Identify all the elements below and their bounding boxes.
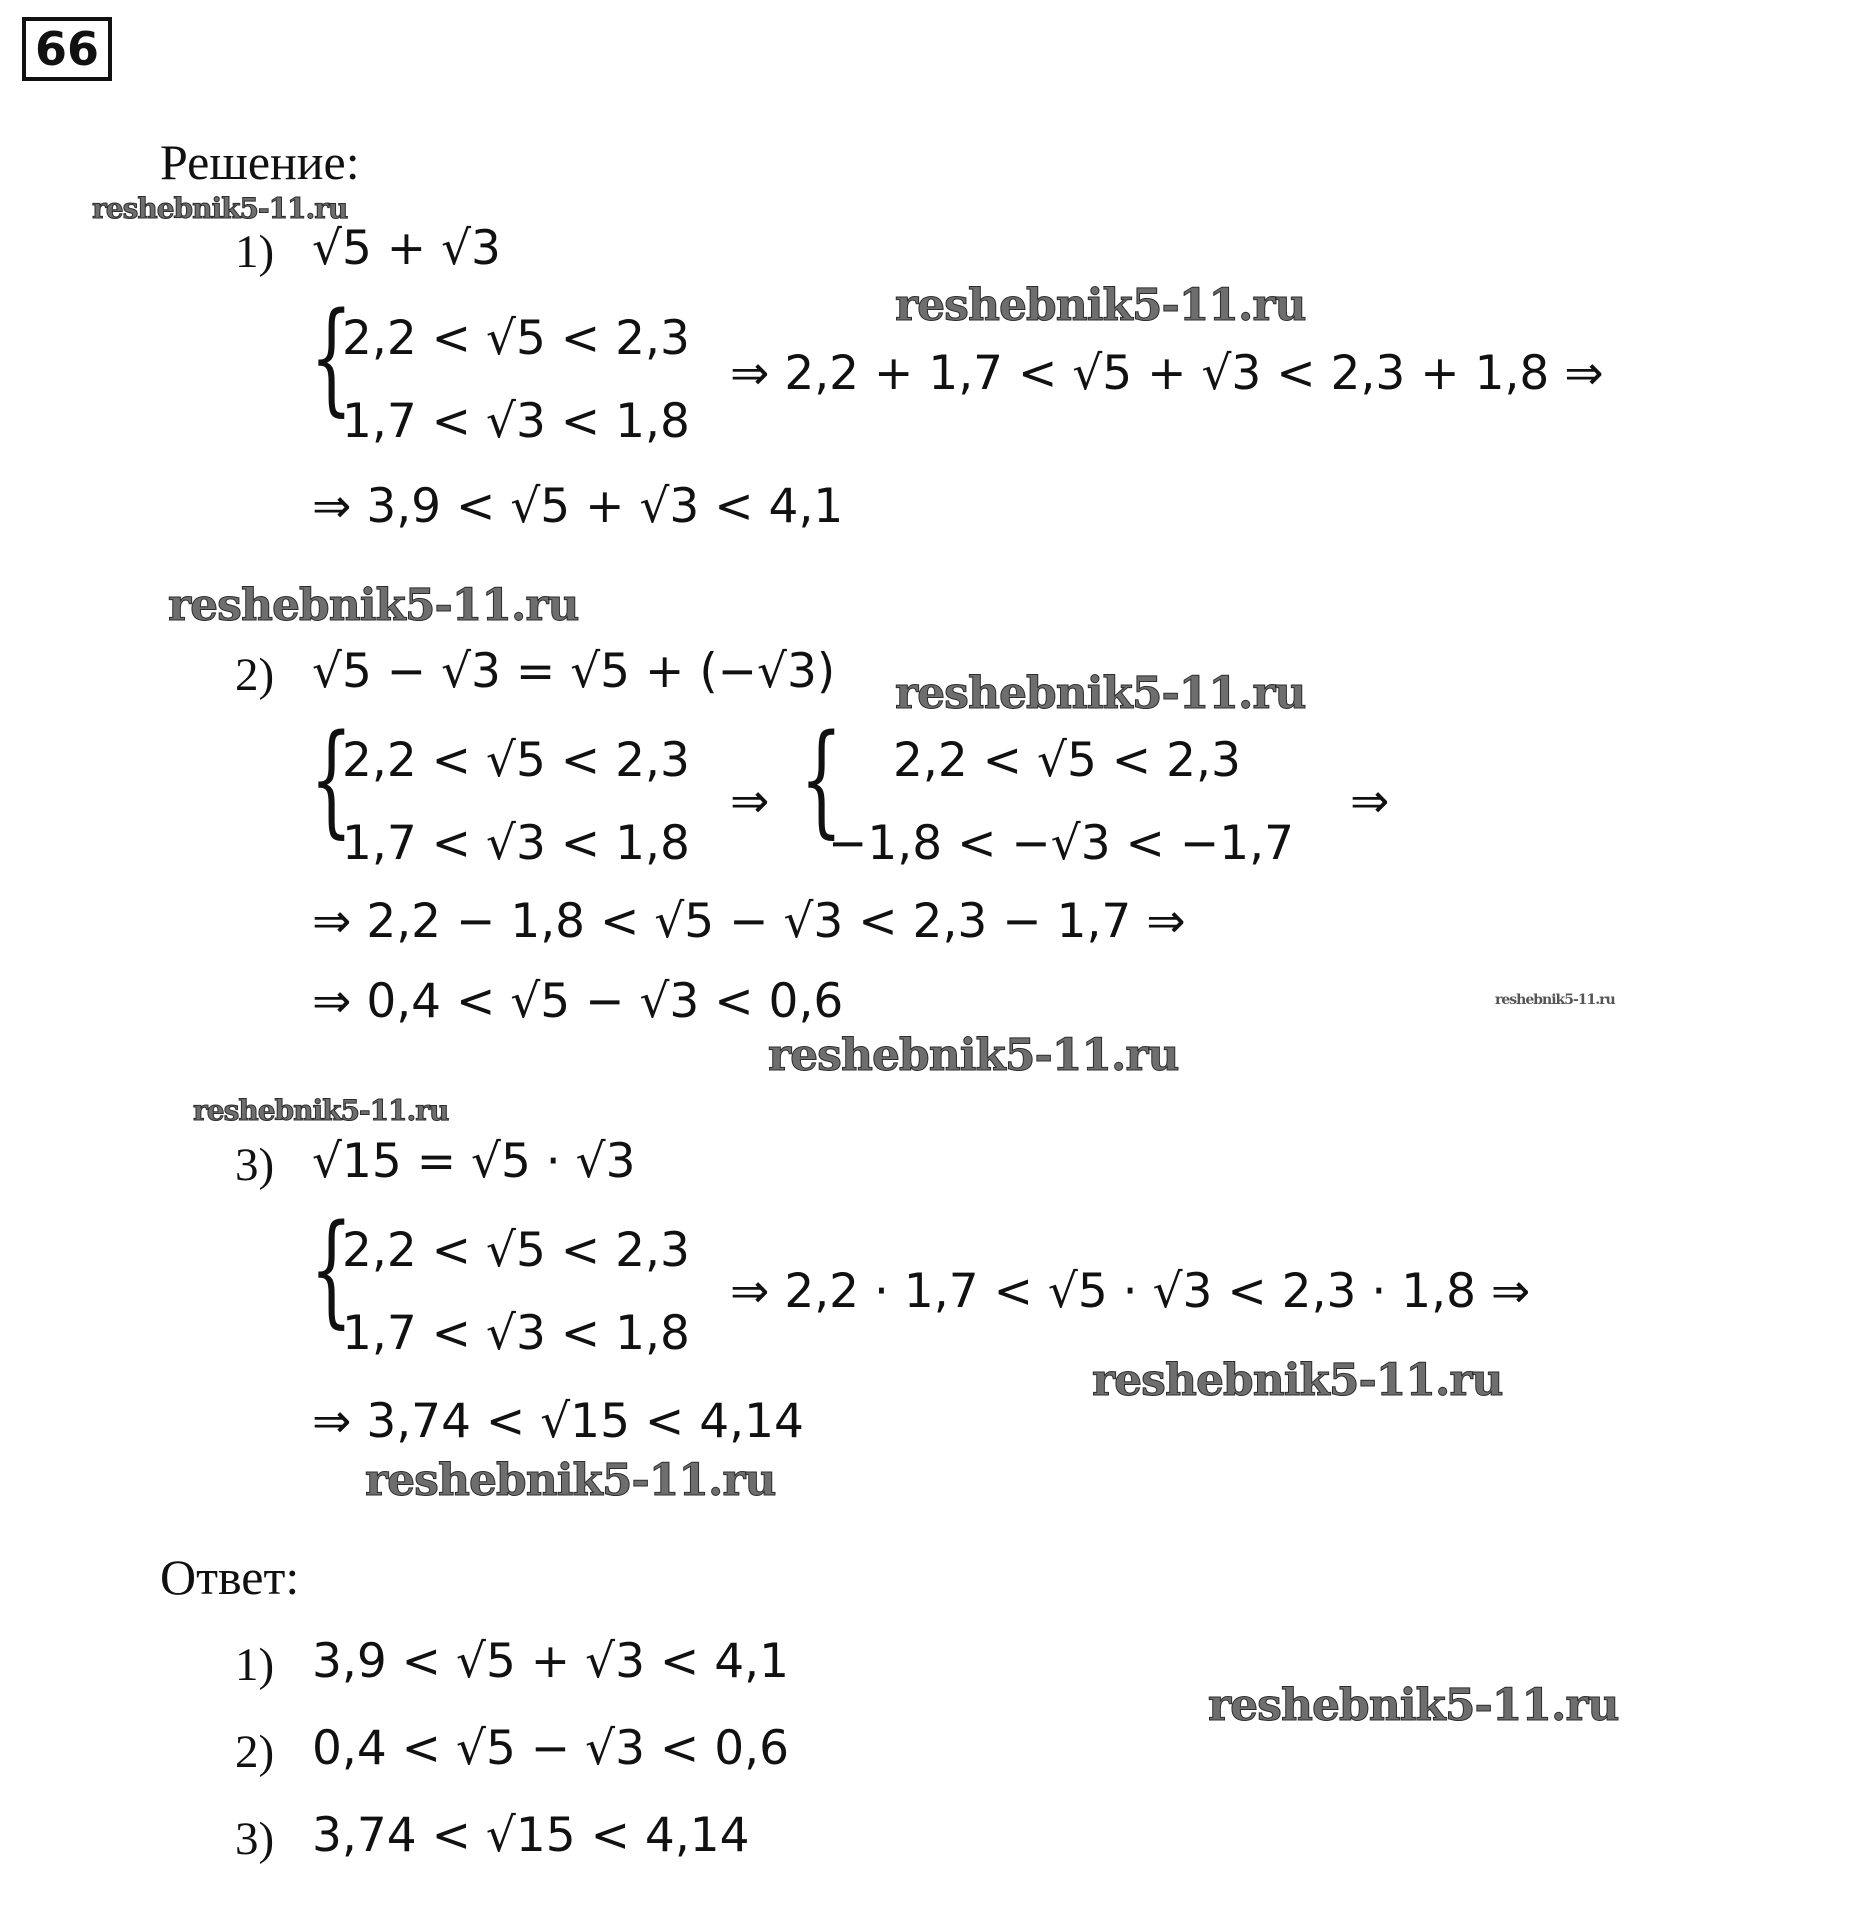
watermark: reshebnik5-11.ru <box>895 668 1306 719</box>
part2-heading: √5 − √3 = √5 + (−√3) <box>312 644 836 699</box>
part3-brace: { <box>310 1198 353 1340</box>
part3-heading: √15 = √5 · √3 <box>312 1134 636 1189</box>
part2-result: ⇒ 0,4 < √5 − √3 < 0,6 <box>312 974 844 1029</box>
part1-implication: ⇒ 2,2 + 1,7 < √5 + √3 < 2,3 + 1,8 ⇒ <box>730 346 1604 401</box>
answer-index: 2) <box>235 1726 275 1778</box>
part1-index: 1) <box>235 226 275 278</box>
part3-implication: ⇒ 2,2 · 1,7 < √5 · √3 < 2,3 · 1,8 ⇒ <box>730 1264 1531 1319</box>
part1-result: ⇒ 3,9 < √5 + √3 < 4,1 <box>312 479 844 534</box>
part3-index: 3) <box>235 1139 275 1191</box>
answer-item: 0,4 < √5 − √3 < 0,6 <box>312 1721 789 1776</box>
part3-system-line2: 1,7 < √3 < 1,8 <box>342 1306 690 1361</box>
watermark: reshebnik5-11.ru <box>365 1455 776 1506</box>
part2-brace-right: { <box>800 708 843 850</box>
part2-system-line1: 2,2 < √5 < 2,3 <box>342 733 690 788</box>
part2-step: ⇒ 2,2 − 1,8 < √5 − √3 < 2,3 − 1,7 ⇒ <box>312 894 1186 949</box>
watermark: reshebnik5-11.ru <box>768 1030 1179 1081</box>
watermark: reshebnik5-11.ru <box>1208 1680 1619 1731</box>
part3-result: ⇒ 3,74 < √15 < 4,14 <box>312 1394 804 1449</box>
part1-brace: { <box>310 286 353 428</box>
part2-system-line2: 1,7 < √3 < 1,8 <box>342 816 690 871</box>
part2-brace-left: { <box>310 708 353 850</box>
part2-arrow1: ⇒ <box>730 774 770 829</box>
watermark: reshebnik5-11.ru <box>193 1094 449 1127</box>
part2-index: 2) <box>235 649 275 701</box>
answer-label: Ответ: <box>160 1549 300 1605</box>
part1-system-line2: 1,7 < √3 < 1,8 <box>342 394 690 449</box>
part1-system-line1: 2,2 < √5 < 2,3 <box>342 311 690 366</box>
watermark: reshebnik5-11.ru <box>1495 992 1615 1008</box>
watermark: reshebnik5-11.ru <box>1092 1355 1503 1406</box>
answer-index: 1) <box>235 1639 275 1691</box>
part2-arrow2: ⇒ <box>1350 774 1390 829</box>
part1-heading: √5 + √3 <box>312 221 501 276</box>
part3-system-line1: 2,2 < √5 < 2,3 <box>342 1223 690 1278</box>
answer-item: 3,74 < √15 < 4,14 <box>312 1808 750 1863</box>
answer-index: 3) <box>235 1813 275 1865</box>
part2-system-b-line1: 2,2 < √5 < 2,3 <box>893 733 1241 788</box>
watermark: reshebnik5-11.ru <box>895 280 1306 331</box>
part2-system-b-line2: −1,8 < −√3 < −1,7 <box>828 816 1295 871</box>
answer-item: 3,9 < √5 + √3 < 4,1 <box>312 1634 789 1689</box>
watermark: reshebnik5-11.ru <box>168 580 579 631</box>
solution-label: Решение: <box>160 134 360 190</box>
watermark: reshebnik5-11.ru <box>92 192 348 225</box>
problem-number: 66 <box>22 17 112 81</box>
